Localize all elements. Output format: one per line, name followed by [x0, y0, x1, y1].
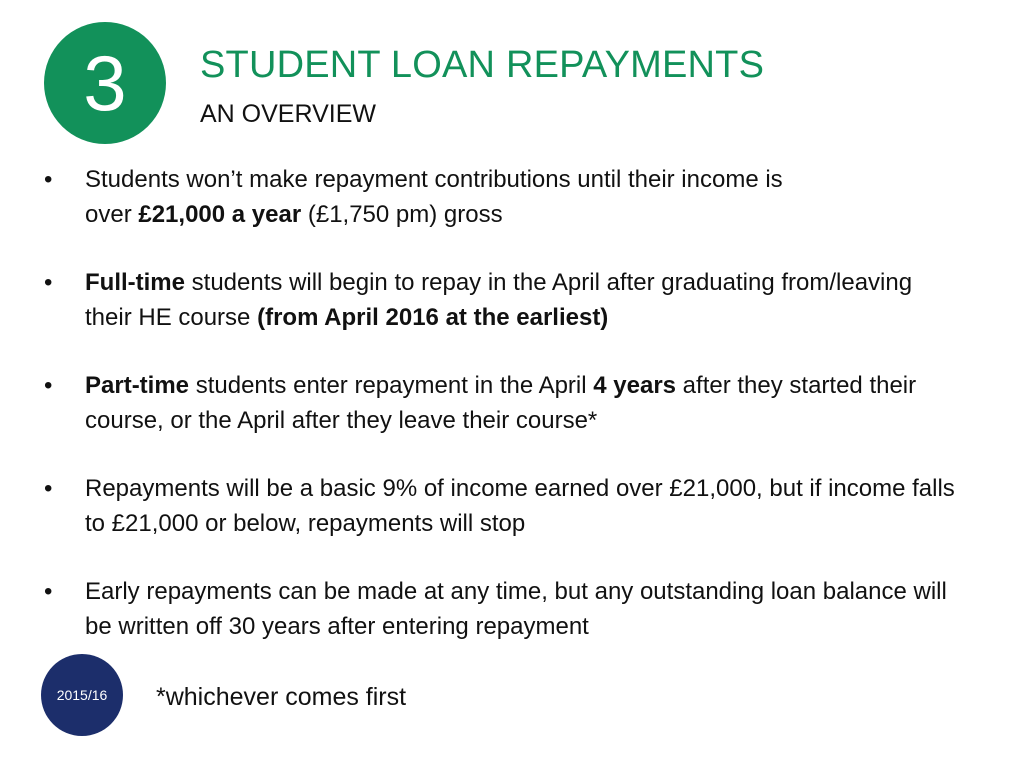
bullet-list [44, 163, 964, 644]
bullet-text: students enter repayment in the April [189, 372, 594, 399]
bullet-marker: • [44, 166, 53, 193]
bullet-text: Students won’t make repayment contributions until their income is [85, 166, 783, 193]
bullet-item-early-repayment [44, 575, 964, 644]
bullet-text: Early repayments can be made at any time, but any outstanding loan balance will be written off 30 years after entering repayment [85, 578, 947, 640]
year-badge: 2015/16 [41, 654, 123, 736]
bullet-emphasis: Part-time [85, 372, 190, 399]
bullet-item-part-time [44, 369, 964, 438]
page-subtitle: AN OVERVIEW [200, 100, 376, 128]
bullet-text: students will begin to repay in the April after graduating from/leaving their HE course [85, 269, 913, 331]
bullet-marker: • [44, 372, 53, 399]
bullet-text: (£1,750 pm) gross [301, 200, 503, 228]
bullet-item-income-threshold [44, 163, 964, 232]
bullet-emphasis: 4 years [593, 372, 677, 399]
bullet-marker: • [44, 269, 53, 296]
bullet-text: over [85, 200, 139, 228]
bullet-emphasis: £21,000 a year [138, 200, 302, 228]
footnote: *whichever comes first [156, 683, 407, 711]
section-number-badge: 3 [44, 22, 166, 144]
bullet-text: Repayments will be a basic 9% of income earned over £21,000, but if income falls to £21,000 or below, repayments will stop [85, 475, 955, 537]
bullet-marker: • [44, 578, 53, 605]
bullet-emphasis: Full-time [85, 269, 185, 296]
bullet-item-repayment-rate [44, 472, 964, 541]
bullet-marker: • [44, 475, 53, 502]
bullet-text: after they started their course, or the April after they leave their course* [85, 372, 917, 434]
page-title: STUDENT LOAN REPAYMENTS [200, 44, 765, 86]
bullet-item-full-time [44, 266, 964, 335]
bullet-emphasis: (from April 2016 at the earliest) [257, 303, 609, 331]
